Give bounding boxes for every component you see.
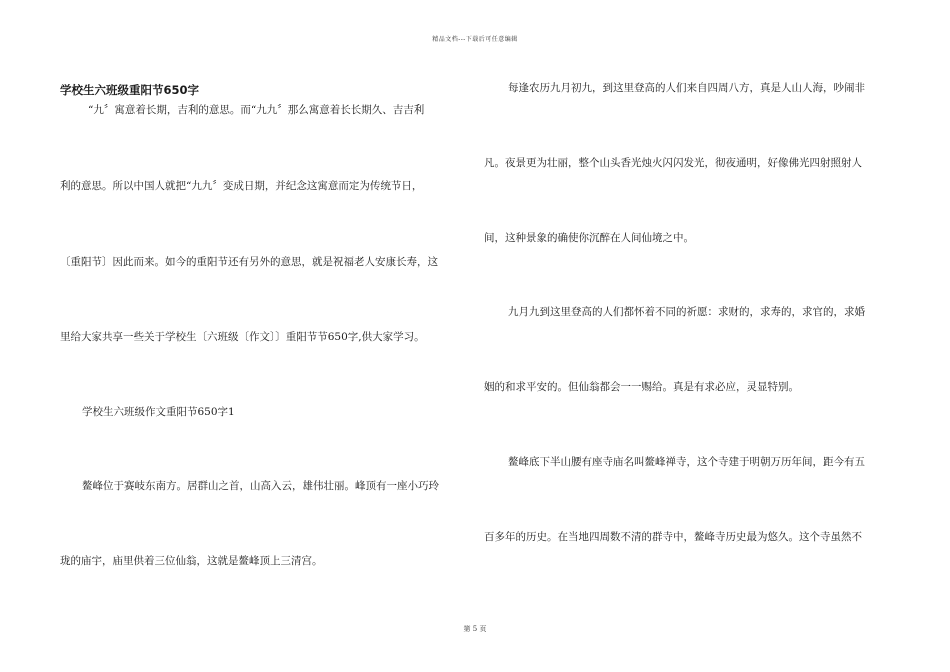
paragraph-line: 间，这种景象的确使你沉醉在人间仙境之中。 [484,232,694,244]
paragraph-line: “九〞寓意着长期，吉利的意思。而“九九〞那么寓意着长长期久、吉吉利 [88,104,425,116]
paragraph-line: 鳌峰底下半山腰有座寺庙名叫鳌峰禅寺，这个寺建于明朝万历年间，距今有五 [508,456,865,468]
paragraph-line: 珑的庙宇，庙里供着三位仙翁，这就是鳌峰顶上三清宫。 [60,555,323,567]
paragraph-line: 里给大家共享一些关于学校生〔六班级〔作文〕〕重阳节节650字,供大家学习。 [60,331,425,343]
paragraph-line: 鳌峰位于赛岐东南方。居群山之首，山高入云，雄伟壮丽。峰顶有一座小巧玲 [82,480,439,492]
paragraph-line: 利的意思。所以中国人就把“九九〞变成日期，并纪念这寓意而定为传统节日， [60,180,423,192]
section-heading: 学校生六班级作文重阳节650字1 [82,406,235,418]
paragraph-line: 百多年的历史。在当地四周数不清的群寺中，鳌峰寺历史最为悠久。这个寺虽然不 [484,531,862,543]
paragraph-line: 〔重阳节〕因此而来。如今的重阳节还有另外的意思，就是祝福老人安康长寿，这 [60,256,438,268]
paragraph-line: 每逢农历九月初九，到这里登高的人们来自四周八方，真是人山人海，吵闹非 [508,82,865,94]
article-title: 学校生六班级重阳节650字 [60,83,200,97]
header-note: 精品文档---下载后可任意编辑 [432,36,518,43]
page-number: 第 5 页 [463,625,487,633]
paragraph-line: 九月九到这里登高的人们都怀着不同的祈愿：求财的，求寿的，求官的，求婚 [508,306,865,318]
paragraph-line: 姻的和求平安的。但仙翁都会一一赐给。真是有求必应，灵显特别。 [484,381,799,393]
paragraph-line: 凡。夜景更为壮丽，整个山头香光烛火闪闪发光，彻夜通明，好像佛光四射照射人 [484,157,862,169]
